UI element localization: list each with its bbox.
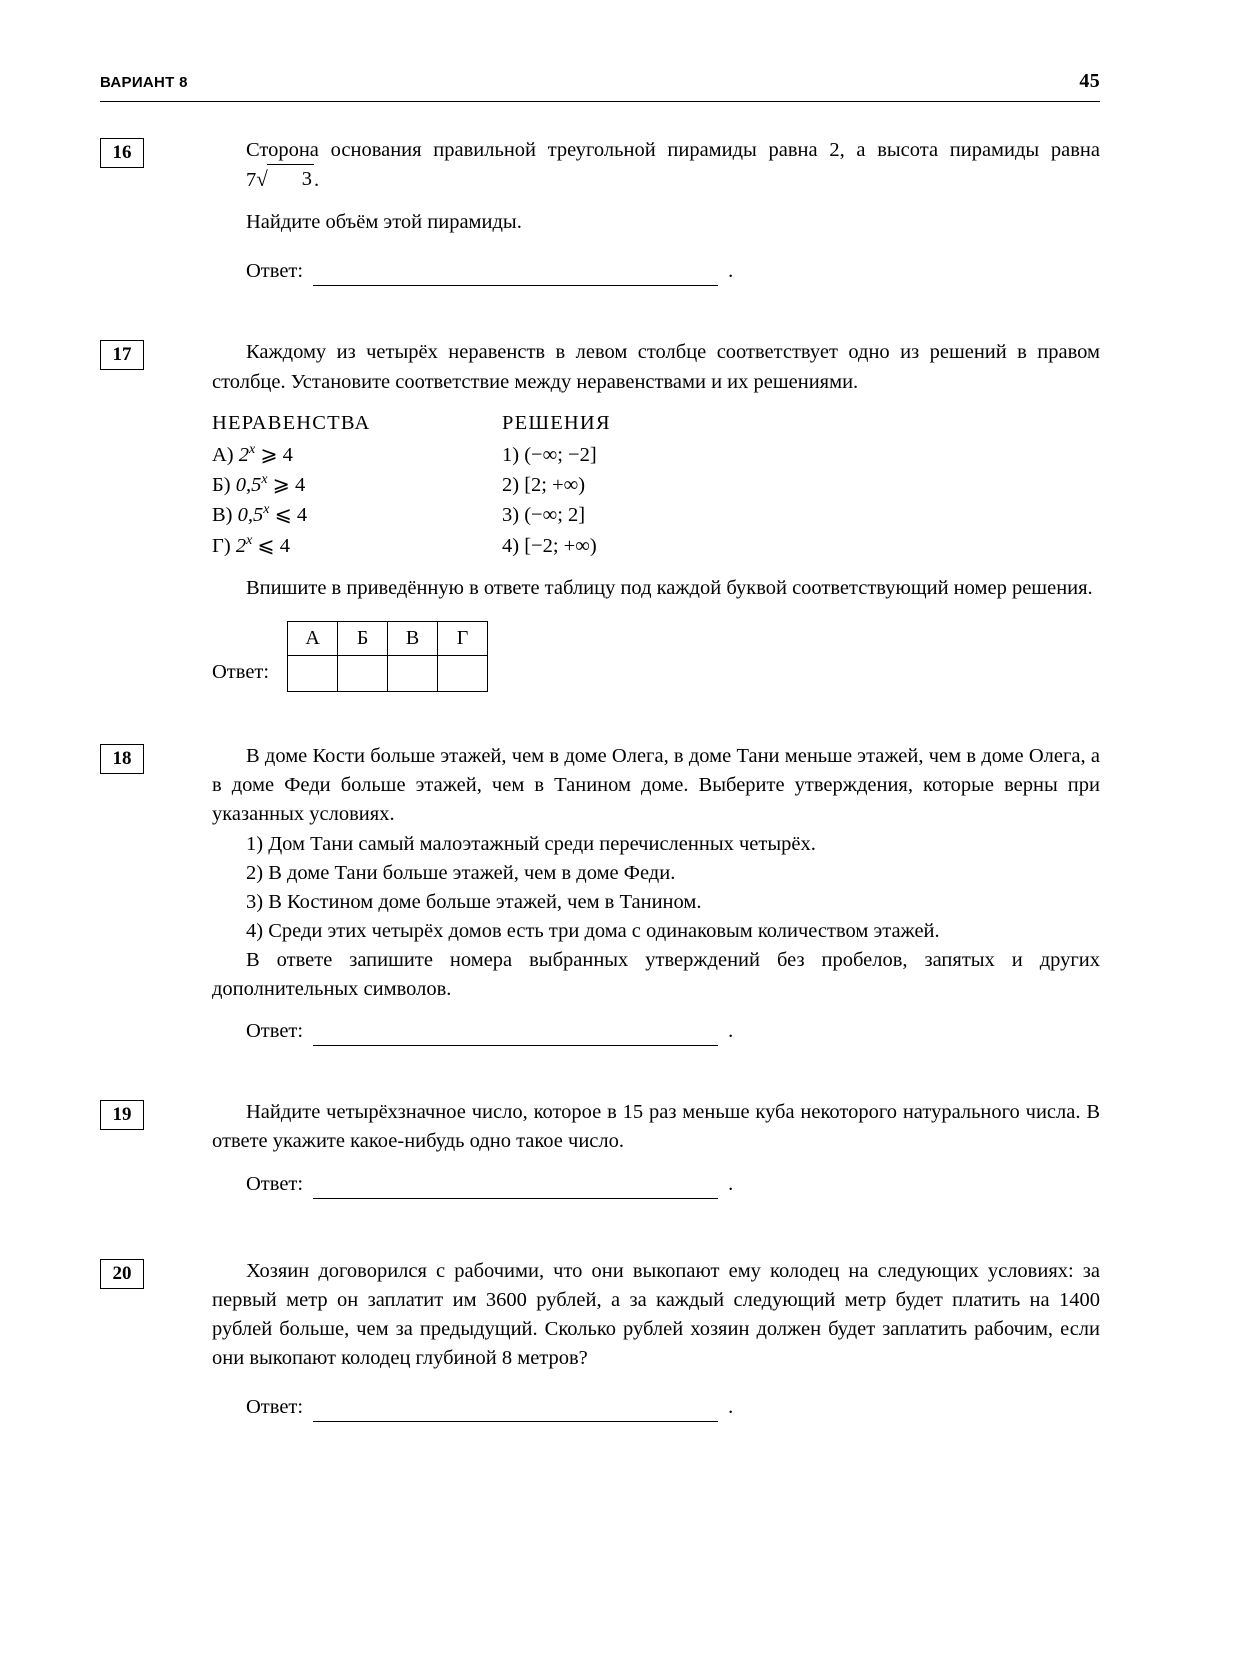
task-number-badge: 16 bbox=[100, 138, 144, 168]
answer-label: Ответ: bbox=[246, 1396, 304, 1419]
task-17 bbox=[100, 338, 1100, 692]
task-number-badge: 17 bbox=[100, 340, 144, 370]
table-header-cell: Г bbox=[438, 622, 488, 656]
task-body bbox=[212, 1098, 1100, 1198]
item-label: Б) bbox=[212, 474, 231, 497]
item-sign: ⩾ bbox=[260, 443, 278, 466]
column-inequalities bbox=[212, 409, 502, 561]
radical-icon: √ bbox=[256, 167, 268, 192]
table-header-cell: В bbox=[388, 622, 438, 656]
statement-option: 1) Дом Тани самый малоэтажный среди перечисленных четырёх. bbox=[246, 832, 816, 855]
spacer bbox=[212, 195, 1100, 208]
item-exponent: x bbox=[261, 472, 268, 488]
item-base: 0,5 bbox=[237, 504, 264, 527]
item-sign: ⩽ bbox=[257, 534, 275, 557]
item-exponent: x bbox=[263, 502, 270, 518]
answer-period: . bbox=[728, 1020, 734, 1043]
answer-period: . bbox=[728, 1172, 734, 1195]
statement-option: 4) Среди этих четырёх домов есть три дома с одинаковым количеством этажей. bbox=[246, 919, 940, 942]
page-header bbox=[100, 70, 1100, 101]
item-label: А) bbox=[212, 443, 234, 466]
task-18 bbox=[100, 742, 1100, 1046]
item-base: 2 bbox=[238, 443, 250, 466]
item-label: В) bbox=[212, 504, 233, 527]
task-19 bbox=[100, 1098, 1100, 1198]
answer-input-line[interactable] bbox=[313, 1403, 718, 1422]
task-number-badge: 19 bbox=[100, 1100, 144, 1130]
table-header-row bbox=[288, 622, 488, 656]
item-exponent: x bbox=[249, 441, 256, 457]
statement-option: 2) В доме Тани больше этажей, чем в доме Феди. bbox=[246, 861, 676, 884]
answer-label: Ответ: bbox=[246, 1172, 304, 1195]
solution-row: 2) [2; +∞) bbox=[502, 474, 586, 497]
column-head-right: РЕШЕНИЯ bbox=[502, 411, 611, 434]
spacer bbox=[212, 1004, 1100, 1017]
item-value: 4 bbox=[294, 474, 306, 497]
answer-cell[interactable] bbox=[338, 656, 388, 692]
answer-label: Ответ: bbox=[246, 1020, 304, 1043]
answer-row-20 bbox=[246, 1393, 1100, 1422]
answer-row-19 bbox=[246, 1170, 1100, 1199]
table-row bbox=[288, 656, 488, 692]
item-sign: ⩾ bbox=[272, 474, 290, 497]
inequality-row bbox=[212, 531, 502, 561]
item-exponent: x bbox=[246, 532, 253, 548]
item-value: 4 bbox=[279, 534, 290, 557]
task-19-statement: Найдите четырёхзначное число, которое в 15 раз меньше куба некоторого натурального числа. В ответе укажите какое-нибудь одно такое число. bbox=[212, 1101, 1100, 1153]
spacer bbox=[212, 1157, 1100, 1170]
answer-label: Ответ: bbox=[212, 661, 270, 684]
task-20 bbox=[100, 1257, 1100, 1423]
table-header-cell: Б bbox=[338, 622, 388, 656]
solution-row: 1) (−∞; −2] bbox=[502, 443, 597, 466]
task-number-badge: 18 bbox=[100, 744, 144, 774]
spacer bbox=[212, 561, 1100, 574]
answer-input-line[interactable] bbox=[313, 267, 718, 286]
task-16 bbox=[100, 136, 1100, 286]
variant-label: ВАРИАНТ 8 bbox=[100, 74, 188, 91]
item-sign: ⩽ bbox=[274, 504, 292, 527]
answer-table bbox=[287, 621, 488, 692]
task-18-statement: В доме Кости больше этажей, чем в доме Олега, в доме Тани меньше этажей, чем в доме Олега, а в доме Феди больше этажей, чем в Танином доме. Выберите утверждения, которые верны при указанных условиях. bbox=[212, 745, 1100, 826]
task-20-statement: Хозяин договорился с рабочими, что они выкопают ему колодец на следующих условиях: за первый метр он заплатит им 3600 рублей, а за каждый следующий метр будет платить на 1400 рублей больше, чем за предыдущий. Сколько рублей хозяин должен будет заплатить рабочим, если они выкопают колодец глубиной 8 метров? bbox=[212, 1259, 1100, 1369]
solution-row: 3) (−∞; 2] bbox=[502, 504, 586, 527]
spacer bbox=[212, 237, 1100, 257]
matching-columns bbox=[212, 409, 1100, 561]
column-head-left: НЕРАВЕНСТВА bbox=[212, 411, 371, 434]
task-16-question: Найдите объём этой пирамиды. bbox=[246, 211, 522, 234]
task-body bbox=[212, 742, 1100, 1046]
answer-cell[interactable] bbox=[438, 656, 488, 692]
item-base: 0,5 bbox=[235, 474, 262, 497]
page-content bbox=[100, 70, 1100, 1422]
statement-option: 3) В Костином доме больше этажей, чем в Танином. bbox=[246, 890, 702, 913]
task-body bbox=[212, 1257, 1100, 1423]
answer-cell[interactable] bbox=[288, 656, 338, 692]
answer-period: . bbox=[728, 1396, 734, 1419]
answer-row-18 bbox=[246, 1017, 1100, 1046]
sqrt-expression bbox=[212, 165, 314, 195]
task-number-badge: 20 bbox=[100, 1259, 144, 1289]
spacer bbox=[212, 1373, 1100, 1393]
item-base: 2 bbox=[235, 534, 247, 557]
task-16-line2: пирамиды равна bbox=[949, 139, 1101, 161]
item-value: 4 bbox=[282, 443, 293, 466]
answer-input-line[interactable] bbox=[313, 1180, 718, 1199]
solution-row: 4) [−2; +∞) bbox=[502, 534, 597, 557]
inequality-row bbox=[212, 470, 502, 500]
inequality-row bbox=[212, 440, 502, 470]
task-16-line1: Сторона основания правильной треугольной пирамиды равна 2, а высота bbox=[246, 139, 939, 161]
task-body bbox=[212, 136, 1100, 286]
item-label: Г) bbox=[212, 534, 231, 557]
task-17-instruction: Впишите в приведённую в ответе таблицу под каждой буквой соответствующий номер решения. bbox=[246, 577, 1093, 600]
column-solutions bbox=[502, 409, 792, 561]
task-17-statement: Каждому из четырёх неравенств в левом столбце соответствует одно из решений в правом столбце. Установите соответствие между неравенствами и их решениями. bbox=[212, 341, 1100, 393]
task-16-period: . bbox=[314, 169, 320, 192]
header-rule bbox=[100, 101, 1100, 102]
task-18-instruction: В ответе запишите номера выбранных утверждений без пробелов, запятых и других дополнительных символов. bbox=[212, 948, 1100, 1001]
answer-input-line[interactable] bbox=[313, 1027, 718, 1046]
answer-row-16 bbox=[246, 257, 1100, 286]
sqrt-coefficient: 7 bbox=[246, 169, 257, 192]
item-value: 4 bbox=[296, 504, 308, 527]
answer-label: Ответ: bbox=[246, 260, 304, 283]
answer-table-row bbox=[212, 621, 1100, 692]
table-header-cell: А bbox=[288, 622, 338, 656]
task-16-statement bbox=[212, 136, 1100, 195]
inequality-row bbox=[212, 500, 502, 530]
sqrt-radicand: 3 bbox=[267, 164, 314, 194]
task-body bbox=[212, 338, 1100, 692]
answer-period: . bbox=[728, 260, 734, 283]
answer-cell[interactable] bbox=[388, 656, 438, 692]
page-number: 45 bbox=[1079, 70, 1100, 92]
